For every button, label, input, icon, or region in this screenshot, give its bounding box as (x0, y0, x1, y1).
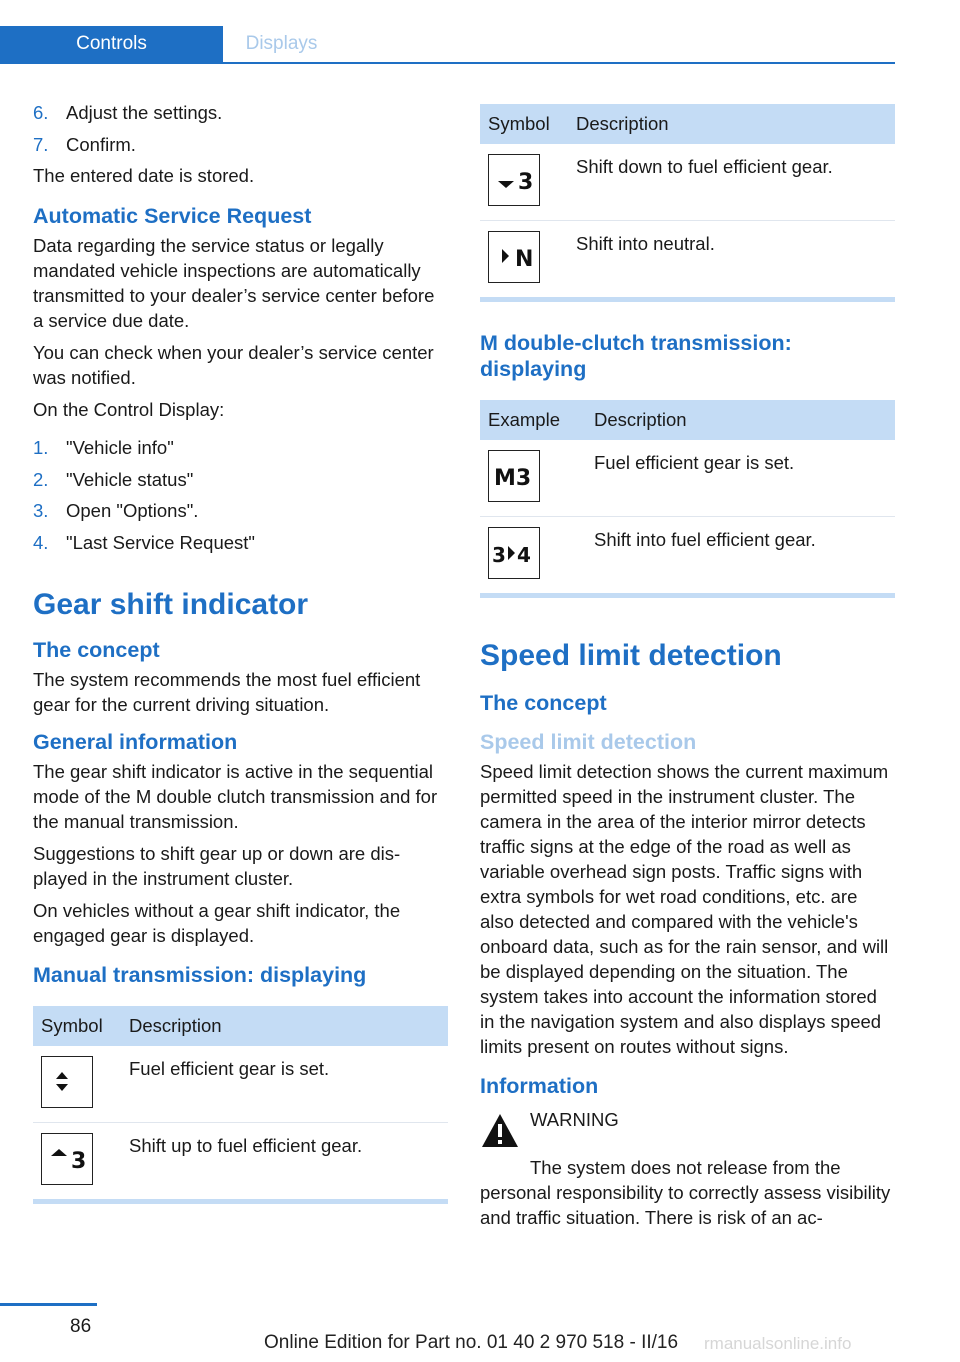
shift-up-icon (41, 1133, 93, 1185)
sld-subheading: Speed limit detection (480, 730, 697, 754)
column-header: Symbol (480, 104, 568, 144)
stored-text: The entered date is stored. (33, 165, 255, 186)
m3-icon (488, 450, 540, 502)
table-cell: Shift down to fuel efficient gear. (576, 156, 833, 177)
list-item: 2. "Vehicle status" (33, 468, 194, 490)
svg-text:N: N (515, 247, 534, 272)
general-paragraph-1: The gear shift indicator is active in the sequential mode of the M double clutch transmission and for the manual transmission. (33, 760, 438, 832)
left-column (33, 100, 448, 1204)
warning-triangle-icon (480, 1111, 520, 1151)
concept-paragraph: The system recommends the most fuel efficient gear for the current driving situation. (33, 668, 421, 715)
asr-heading: Automatic Service Request (33, 204, 312, 228)
list-item: 3. Open "Options". (33, 500, 199, 521)
table-cell: Shift up to fuel efficient gear. (121, 1122, 448, 1201)
table-row (480, 221, 895, 300)
header-tabs (0, 26, 895, 64)
table-row (480, 144, 895, 221)
list-item: 6. Adjust the settings. (33, 102, 223, 123)
list-item: 1. "Vehicle info" (33, 437, 174, 458)
table-row (33, 1046, 448, 1123)
asr-paragraph-3: On the Control Display: (33, 399, 225, 420)
tab-controls[interactable]: Controls (0, 26, 223, 62)
warning-block (480, 1107, 895, 1151)
table-cell: Fuel efficient gear is set. (129, 1057, 330, 1079)
list-item: 4. "Last Service Request" (33, 531, 255, 553)
warning-label: WARNING (530, 1109, 619, 1130)
svg-text:M3: M3 (494, 466, 532, 491)
svg-text:3: 3 (71, 1148, 87, 1174)
table-row (33, 1122, 448, 1201)
shift-3-to-4-icon (488, 527, 540, 579)
table-header-row (33, 1006, 448, 1046)
asr-paragraph-2: You can check when your dealer’s service center was notified. (33, 342, 434, 388)
table-cell: Shift into neutral. (568, 221, 895, 300)
footer-rule (0, 1303, 97, 1306)
column-header: Description (568, 104, 895, 144)
svg-text:3: 3 (518, 170, 534, 195)
speed-limit-title: Speed limit detection (480, 639, 782, 672)
column-header: Symbol (33, 1006, 121, 1046)
edition-note: Online Edition for Part no. 01 40 2 970 518 - II/16 (264, 1332, 679, 1353)
table-header-row (480, 104, 895, 144)
column-header: Description (121, 1006, 448, 1046)
general-paragraph-3: On vehicles without a gear shift indicator, the engaged gear is displayed. (33, 899, 401, 946)
concept-heading: The concept (33, 637, 160, 662)
information-heading: Information (480, 1074, 599, 1098)
mdct-heading: M double-clutch transmission: displaying (480, 331, 792, 381)
warning-text: The system does not release from the personal responsibility to correctly assess visibility and traffic situation. There is risk of an ac- (480, 1157, 891, 1228)
gear-set-icon (41, 1056, 93, 1108)
column-header: Example (480, 400, 586, 440)
manual-symbol-table (33, 1006, 448, 1204)
symbol-table-continued (480, 104, 895, 302)
steps-top (33, 100, 448, 157)
sld-paragraph: Speed limit detection shows the current maximum permitted speed in the instrument cluster. The camera in the area of the interior mirror detects traffic signs at the edge of the road as well as variable overhead sign posts. Traffic signs with extra symbols for wet road conditions, etc. are also detected and compared with the vehicle's onboard data, such as for the rain sensor, and will be displayed depending on the situation. The system takes into account the information stored in the navigation system and also displays speed limits present on routes without signs. (480, 761, 889, 1057)
list-item: 7. Confirm. (33, 133, 136, 155)
shift-down-icon (488, 154, 540, 206)
mdct-example-table (480, 400, 895, 598)
manual-heading: Manual transmission: displaying (33, 962, 367, 987)
asr-paragraph-1: Data regarding the service status or legally mandated vehicle inspections are automatically transmitted to your dealer’s service center before a service due date. (33, 235, 435, 331)
tab-displays[interactable]: Displays (245, 33, 318, 54)
svg-text:3: 3 (492, 543, 506, 567)
page-number: 86 (70, 1316, 92, 1337)
column-header: Description (586, 400, 895, 440)
shift-neutral-icon (488, 231, 540, 283)
gear-shift-title: Gear shift indicator (33, 587, 309, 621)
svg-text:4: 4 (517, 543, 531, 567)
table-cell: Shift into fuel efficient gear. (586, 517, 895, 596)
asr-steps (33, 435, 448, 555)
general-paragraph-2: Suggestions to shift gear up or down are displayed in the instrument cluster. (33, 842, 401, 889)
right-column (480, 104, 895, 1237)
sld-concept-heading: The concept (480, 691, 607, 715)
table-row (480, 517, 895, 596)
table-row (480, 440, 895, 517)
watermark: rmanualsonline.info (704, 1334, 852, 1353)
general-heading: General information (33, 729, 238, 754)
table-header-row (480, 400, 895, 440)
table-cell: Fuel efficient gear is set. (594, 452, 795, 473)
